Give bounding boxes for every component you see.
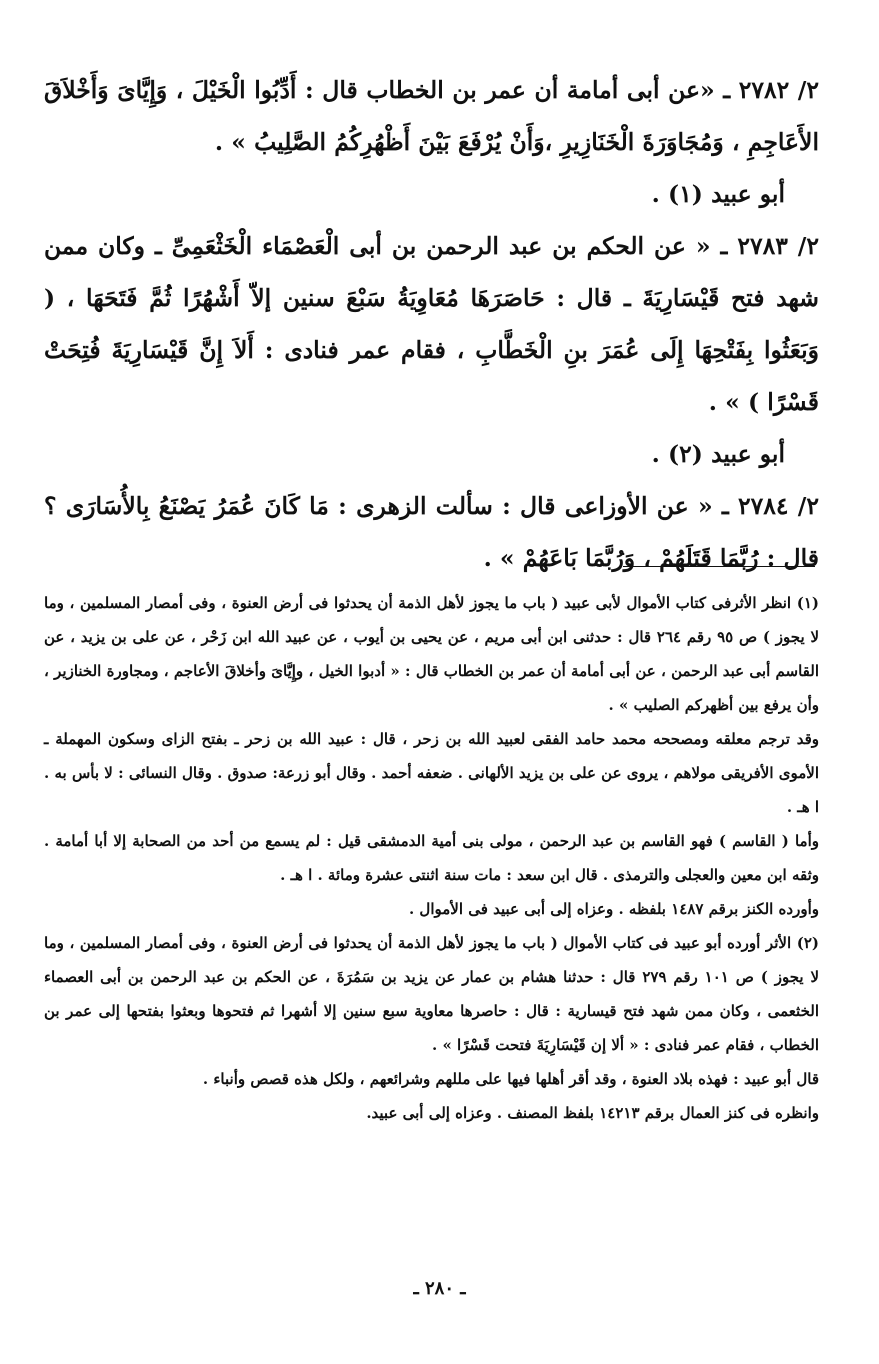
source-2782: أبو عبيد (١) . (651, 180, 785, 208)
source-2783: أبو عبيد (٢) . (651, 440, 785, 468)
footnote-1-qasim: وأما ( القاسم ) فهو القاسم بن عبد الرحمن ، مولى بنى أمية الدمشقى قيل : لم يسمع من أحد من الصحابة إلا أبا أمامة . وثقه ابن معين والعجلى والترمذى . قال ابن سعد : مات سنة اثنتى عشرة ومائة . ا هـ . (44, 832, 819, 884)
footnote-2-abu-ubaid: قال أبو عبيد : فهذه بلاد العنوة ، وقد أقر أهلها فيها على مللهم وشرائعهم ، ولكل هذه قصص وأنباء . (202, 1070, 819, 1088)
hadith-2784: ٢/ ٢٧٨٤ ـ « عن الأوزاعى قال : سألت الزهرى : مَا كَانَ عُمَرُ يَصْنَعُ بِالأُسَارَى ؟ قال : رُبَّمَا قَتَلَهُمْ ، وَرُبَّمَا بَاعَهُمْ » . (44, 492, 819, 572)
footnotes-section (44, 586, 819, 1130)
hadith-section (44, 64, 819, 584)
hadith-2782: ٢/ ٢٧٨٢ ـ «عن أبى أمامة أن عمر بن الخطاب قال : أَدِّبُوا الْخَيْلَ ، وَإِيَّاىَ وَأَخْلاَقَ الأَعَاجِمِ ، وَمُجَاوَرَةَ الْخَنَازِيرِ ،وَأَنْ يُرْفَعَ بَيْنَ أَظْهُرِكُمُ الصَّلِيبُ » . (44, 76, 819, 156)
footnote-2-kanz: وانظره فى كنز العمال برقم ١٤٢١٣ بلفظ المصنف . وعزاه إلى أبى عبيد. (366, 1104, 819, 1122)
footnote-2: (٢) الأثر أورده أبو عبيد فى كتاب الأموال ( باب ما يجوز لأهل الذمة أن يحدثوا فى أرض العنوة ، وفى أمصار المسلمين ، وما لا يجوز ) ص ١٠١ رقم ٢٧٩ قال : حدثنا هشام بن عمار عن يزيد بن سَمُرَةَ ، عن الحكم بن عبد الرحمن بن أبى العصماء الخثعمى ، وكان ممن شهد فتح قيسارية : قال : حاصرها معاوية سبع سنين إلا أشهرا ثم فتحوها وبعثوا بفتحها إلى عمر بن الخطاب ، فقام عمر فنادى : « ألا إن قَيْسَارِيَةَ فتحت قَسْرًا » . (44, 934, 820, 1054)
hadith-2783: ٢/ ٢٧٨٣ ـ « عن الحكم بن عبد الرحمن بن أبى الْعَصْمَاء الْخَثْعَمِىِّ ـ وكان ممن شهد فتح قَيْسَارِيَةَ ـ قال : حَاصَرَهَا مُعَاوِيَةُ سَبْعَ سنين إلاّ أَشْهُرًا ثُمَّ فَتَحَهَا ، ( وَبَعَثُوا بِفَتْحِهَا إِلَى عُمَرَ بنِ الْخَطَّابِ ، فقام عمر فنادى : أَلاَ إِنَّ قَيْسَارِيَةَ فُتِحَتْ قَسْرًا ) » . (44, 232, 819, 416)
footnote-1-translation: وقد ترجم معلقه ومصححه محمد حامد الفقى لعبيد الله بن زحر ، قال : عبيد الله بن زحر ـ بفتح الزاى وسكون المهملة ـ الأموى الأفريقى مولاهم ، يروى عن على بن يزيد الألهانى . ضعفه أحمد . وقال أبو زرعة: صدوق . وقال النسائى : لا بأس به . ا هـ . (44, 730, 819, 816)
page-number: ـ ٢٨٠ ـ (413, 1278, 466, 1299)
footnote-1-kanz: وأورده الكنز برقم ١٤٨٧ بلفظه . وعزاه إلى أبى عبيد فى الأموال . (408, 900, 819, 918)
footnote-separator (623, 566, 815, 567)
footnote-1: (١) انظر الأثرفى كتاب الأموال لأبى عبيد ( باب ما يجوز لأهل الذمة أن يحدثوا فى أرض العنوة ، وفى أمصار المسلمين ، وما لا يجوز ) ص ٩٥ رقم ٢٦٤ قال : حدثنى ابن أبى مريم ، عن يحيى بن أيوب ، عن عبيد الله ابن زَحْر ، عن على بن يزيد ، عن القاسم أبى عبد الرحمن ، عن أبى أمامة أن عمر بن الخطاب قال : « أدبوا الخيل ، وإِيَّاىَ وأخلاقَ الأعاجم ، ومجاورة الخنازير ، وأن يرفع بين أظهركم الصليب » . (44, 594, 820, 714)
